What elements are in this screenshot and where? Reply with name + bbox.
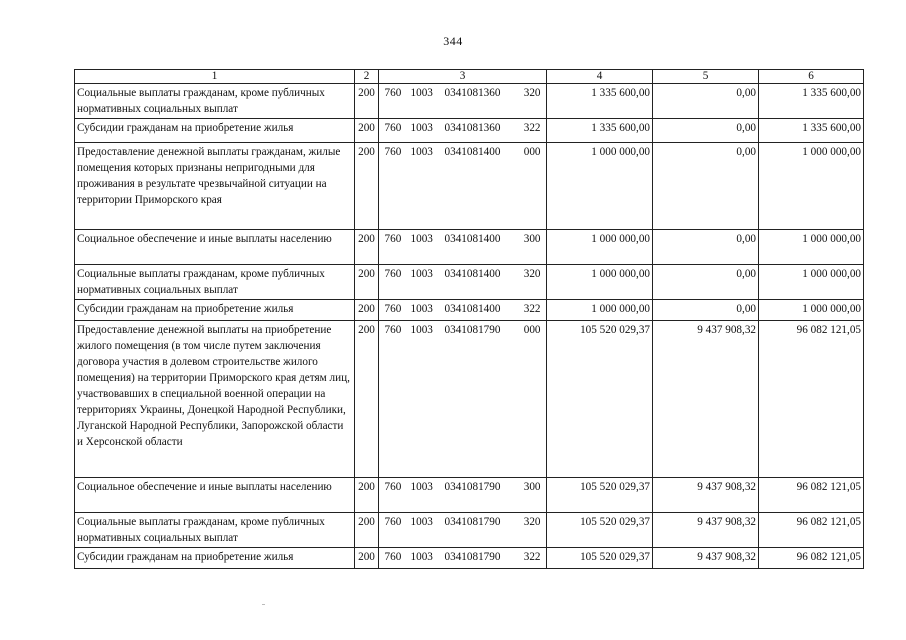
row-article-code: 0341081400 (444, 146, 501, 158)
row-kind-code: 322 (523, 122, 541, 134)
row-gov-code: 200 (355, 478, 379, 513)
column-header: 2 (355, 70, 379, 84)
table-row (75, 478, 864, 513)
row-value-col5: 9 437 908,32 (653, 321, 759, 478)
row-classification-code (379, 143, 547, 230)
row-value-col6: 96 082 121,05 (759, 513, 864, 548)
table-row (75, 119, 864, 143)
column-header: 5 (653, 70, 759, 84)
row-name: Социальное обеспечение и иные выплаты населению (75, 478, 355, 513)
row-ministry-code: 760 (384, 122, 402, 134)
row-value-col6: 96 082 121,05 (759, 548, 864, 569)
row-value-col6: 1 000 000,00 (759, 230, 864, 265)
row-section-code: 1003 (410, 122, 433, 134)
table-row (75, 143, 864, 230)
row-name: Социальные выплаты гражданам, кроме публичных нормативных социальных выплат (75, 84, 355, 119)
row-kind-code: 322 (523, 551, 541, 563)
row-section-code: 1003 (410, 303, 433, 315)
row-value-col4: 1 000 000,00 (547, 230, 653, 265)
row-value-col6: 1 335 600,00 (759, 119, 864, 143)
row-ministry-code: 760 (384, 324, 402, 336)
table-row (75, 300, 864, 321)
row-kind-code: 322 (523, 303, 541, 315)
row-kind-code: 000 (523, 146, 541, 158)
table-row (75, 265, 864, 300)
row-value-col4: 1 000 000,00 (547, 300, 653, 321)
row-value-col5: 9 437 908,32 (653, 478, 759, 513)
row-name: Социальное обеспечение и иные выплаты населению (75, 230, 355, 265)
row-name: Предоставление денежной выплаты на приобретение жилого помещения (в том числе путем заключения договора участия в долевом строительстве жилого помещения) на территории Приморского края детям лиц, участвовавших в специальной военной операции на территориях Украины, Донецкой Народной Республики, Луганской Народной Республики, Запорожской области и Херсонской области (75, 321, 355, 478)
row-gov-code: 200 (355, 548, 379, 569)
row-classification-code (379, 321, 547, 478)
row-article-code: 0341081400 (444, 268, 501, 280)
row-article-code: 0341081790 (444, 481, 501, 493)
row-gov-code: 200 (355, 300, 379, 321)
row-classification-code (379, 230, 547, 265)
table-row (75, 548, 864, 569)
row-ministry-code: 760 (384, 87, 402, 99)
row-value-col4: 1 335 600,00 (547, 84, 653, 119)
column-header: 4 (547, 70, 653, 84)
row-article-code: 0341081790 (444, 516, 501, 528)
row-value-col5: 9 437 908,32 (653, 548, 759, 569)
row-classification-code (379, 265, 547, 300)
row-value-col4: 1 000 000,00 (547, 143, 653, 230)
row-value-col4: 105 520 029,37 (547, 478, 653, 513)
row-section-code: 1003 (410, 268, 433, 280)
row-article-code: 0341081400 (444, 303, 501, 315)
row-ministry-code: 760 (384, 303, 402, 315)
row-value-col5: 0,00 (653, 143, 759, 230)
row-kind-code: 320 (523, 268, 541, 280)
row-ministry-code: 760 (384, 268, 402, 280)
row-kind-code: 320 (523, 87, 541, 99)
budget-table (74, 69, 864, 569)
row-value-col4: 105 520 029,37 (547, 321, 653, 478)
row-value-col5: 0,00 (653, 84, 759, 119)
row-name: Предоставление денежной выплаты гражданам, жилые помещения которых признаны непригодными для проживания в результате чрезвычайной ситуации на территории Приморского края (75, 143, 355, 230)
row-ministry-code: 760 (384, 516, 402, 528)
row-kind-code: 320 (523, 516, 541, 528)
column-header: 1 (75, 70, 355, 84)
row-gov-code: 200 (355, 119, 379, 143)
row-section-code: 1003 (410, 233, 433, 245)
row-article-code: 0341081360 (444, 122, 501, 134)
table-row (75, 84, 864, 119)
row-article-code: 0341081360 (444, 87, 501, 99)
table-row (75, 513, 864, 548)
page-number: 344 (443, 34, 463, 48)
row-article-code: 0341081400 (444, 233, 501, 245)
row-value-col4: 1 335 600,00 (547, 119, 653, 143)
row-section-code: 1003 (410, 516, 433, 528)
row-value-col6: 1 000 000,00 (759, 143, 864, 230)
row-value-col6: 96 082 121,05 (759, 321, 864, 478)
row-section-code: 1003 (410, 87, 433, 99)
row-value-col4: 105 520 029,37 (547, 548, 653, 569)
row-gov-code: 200 (355, 321, 379, 478)
row-kind-code: 000 (523, 324, 541, 336)
row-gov-code: 200 (355, 265, 379, 300)
row-section-code: 1003 (410, 324, 433, 336)
row-gov-code: 200 (355, 513, 379, 548)
row-name: Субсидии гражданам на приобретение жилья (75, 300, 355, 321)
row-value-col5: 9 437 908,32 (653, 513, 759, 548)
row-ministry-code: 760 (384, 551, 402, 563)
row-gov-code: 200 (355, 84, 379, 119)
table-row (75, 321, 864, 478)
row-gov-code: 200 (355, 143, 379, 230)
row-kind-code: 300 (523, 233, 541, 245)
row-gov-code: 200 (355, 230, 379, 265)
table-header-row (75, 70, 864, 84)
row-classification-code (379, 478, 547, 513)
column-header: 6 (759, 70, 864, 84)
scan-speck (262, 604, 265, 605)
row-ministry-code: 760 (384, 146, 402, 158)
row-value-col6: 1 000 000,00 (759, 265, 864, 300)
row-value-col5: 0,00 (653, 230, 759, 265)
row-name: Субсидии гражданам на приобретение жилья (75, 119, 355, 143)
row-value-col4: 1 000 000,00 (547, 265, 653, 300)
row-section-code: 1003 (410, 146, 433, 158)
row-value-col5: 0,00 (653, 119, 759, 143)
row-classification-code (379, 119, 547, 143)
row-value-col5: 0,00 (653, 300, 759, 321)
row-ministry-code: 760 (384, 481, 402, 493)
row-value-col5: 0,00 (653, 265, 759, 300)
row-ministry-code: 760 (384, 233, 402, 245)
row-kind-code: 300 (523, 481, 541, 493)
table-row (75, 230, 864, 265)
row-article-code: 0341081790 (444, 551, 501, 563)
row-value-col6: 1 335 600,00 (759, 84, 864, 119)
row-value-col6: 1 000 000,00 (759, 300, 864, 321)
row-section-code: 1003 (410, 481, 433, 493)
row-value-col4: 105 520 029,37 (547, 513, 653, 548)
row-classification-code (379, 548, 547, 569)
column-header: 3 (379, 70, 547, 84)
row-classification-code (379, 300, 547, 321)
row-name: Социальные выплаты гражданам, кроме публичных нормативных социальных выплат (75, 513, 355, 548)
row-article-code: 0341081790 (444, 324, 501, 336)
row-name: Субсидии гражданам на приобретение жилья (75, 548, 355, 569)
row-name: Социальные выплаты гражданам, кроме публичных нормативных социальных выплат (75, 265, 355, 300)
row-classification-code (379, 84, 547, 119)
row-section-code: 1003 (410, 551, 433, 563)
row-value-col6: 96 082 121,05 (759, 478, 864, 513)
row-classification-code (379, 513, 547, 548)
